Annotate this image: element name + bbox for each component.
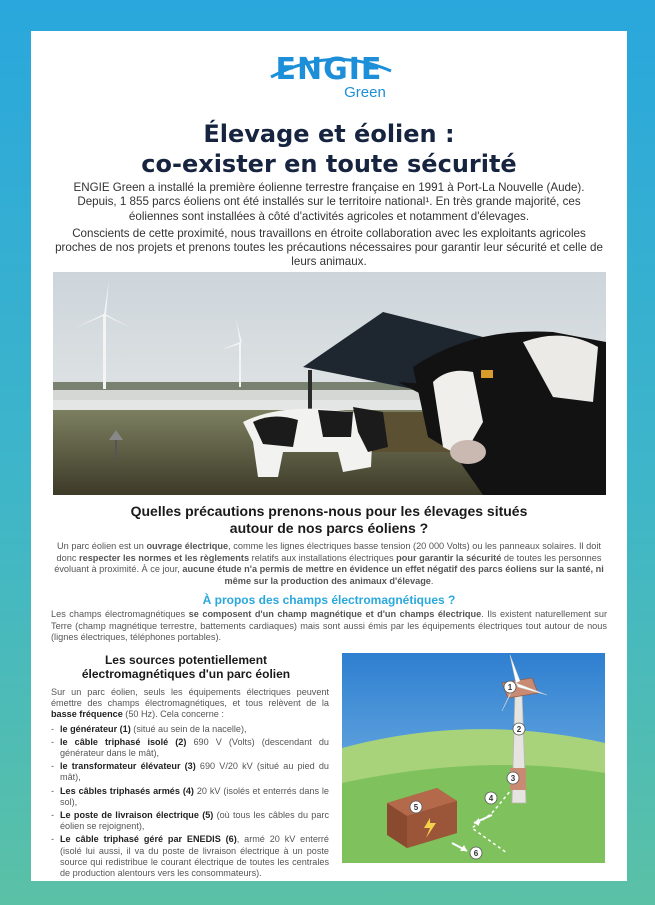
- intro-paragraph-2: Conscients de cette proximité, nous travaillons en étroite collaboration avec les exploitants agricoles proches de nos projets et prenons toutes les précautions nécessaires pour garantir leur sécurité et celle de leurs animaux.: [55, 226, 603, 269]
- intro-text: [53, 181, 605, 273]
- item-text: (où tous les câbles du parc éolien se rejoignent),: [60, 810, 329, 832]
- marker-label: 1: [507, 683, 513, 692]
- text-run: . Ils existent naturellement sur Terre (champ magnétique terrestre, battements cardiaques) mais sont aussi émis par les équipements électriques tout autour de nous (lignes électriques, téléphones portables).: [51, 609, 608, 643]
- text-run: Sur un parc éolien, seuls les équipements électriques peuvent émettre des champs électromagnétiques, et tous relèvent de la: [51, 687, 329, 709]
- list-item: [51, 834, 329, 879]
- logo-subtitle: Green: [344, 84, 386, 101]
- sources-intro: [51, 687, 329, 721]
- diagram-marker-5: [410, 801, 422, 813]
- item-bold: le câble triphasé isolé (2): [60, 736, 187, 747]
- list-item: [51, 761, 329, 783]
- intro-paragraph-1: ENGIE Green a installé la première éolienne terrestre française en 1991 à Port-La Nouvelle (Aude). Depuis, 1 855 parcs éoliens ont été installés sur le territoire national¹. En très grande majorité, ces éoliennes sont installées à côté d'activités agricoles et notamment d'élevages.: [73, 181, 585, 223]
- list-item: [51, 737, 329, 759]
- diagram-marker-2: [513, 723, 525, 735]
- list-item: [51, 724, 329, 735]
- page-title: [31, 119, 627, 179]
- item-text: 20 kV (isolés et enterrés dans le sol),: [60, 785, 329, 807]
- bold-run: respecter les normes et les règlements: [79, 552, 250, 563]
- text-run: Les champs électromagnétiques: [51, 609, 189, 619]
- diagram-marker-3: [507, 772, 519, 784]
- marker-label: 6: [473, 849, 479, 858]
- item-bold: le transformateur élévateur (3): [60, 761, 196, 772]
- bold-run: ouvrage électrique: [146, 541, 229, 551]
- section-heading-precautions: [51, 503, 607, 537]
- text-run: (50 Hz). Cela concerne :: [122, 709, 224, 720]
- cows-wind-turbines-photo: [53, 272, 606, 495]
- bold-run: se composent d'un champ magnétique et d'un champs électrique: [188, 609, 482, 619]
- title-line-2: co-exister en toute sécurité: [141, 150, 517, 178]
- text-run: Un parc éolien est un: [57, 541, 147, 551]
- logo-word: ENGIE: [275, 52, 383, 87]
- document-page: [31, 31, 627, 881]
- marker-label: 2: [516, 725, 522, 734]
- diagram-marker-1: [504, 681, 516, 693]
- section-heading-sources: [51, 653, 321, 681]
- item-bold: Les câbles triphasés armés (4): [60, 785, 194, 796]
- list-item: [51, 786, 329, 808]
- item-text: (situé au sein de la nacelle),: [130, 723, 247, 734]
- wind-park-diagram: [342, 653, 605, 863]
- photo-illustration: [53, 272, 606, 495]
- heading-line-1: Les sources potentiellement: [104, 653, 268, 667]
- marker-label: 4: [488, 794, 494, 803]
- heading-line-2: autour de nos parcs éoliens ?: [229, 520, 429, 536]
- text-run: , comme les lignes électriques basse tension (20 000 Volts) ou les panneaux solaires. Il doit donc: [56, 541, 601, 563]
- text-run: de toutes les personnes évoluant à proximité. À ce jour,: [54, 552, 602, 575]
- item-bold: le générateur (1): [60, 723, 131, 734]
- item-text: 690 V (Volts) (descendant du générateur dans le mât),: [60, 736, 329, 759]
- marker-label: 3: [510, 774, 516, 783]
- sources-column: [51, 687, 329, 881]
- diagram-marker-6: [470, 847, 482, 859]
- bold-run: basse fréquence: [51, 709, 123, 720]
- precautions-paragraph: [51, 541, 607, 587]
- item-text: 690 V/20 kV (situé au pied du mât),: [60, 761, 329, 783]
- text-run: .: [430, 575, 434, 586]
- title-line-1: Élevage et éolien :: [203, 120, 455, 148]
- heading-line-1: Quelles précautions prenons-nous pour les élevages situés: [130, 503, 528, 519]
- text-run: relatifs aux installations électriques: [249, 552, 397, 563]
- bold-run: aucune étude n'a permis de mettre en évidence un effet négatif des parcs éoliens sur la santé, ni même sur la production des animaux d'élevage: [182, 564, 604, 586]
- section-heading-emf: À propos des champs électromagnétiques ?: [202, 593, 456, 607]
- diagram-illustration: [342, 653, 605, 863]
- bold-run: pour garantir la sécurité: [396, 552, 502, 563]
- heading-line-2: électromagnétiques d'un parc éolien: [81, 667, 291, 681]
- engie-green-logo: [31, 52, 627, 101]
- emf-paragraph: [51, 609, 607, 644]
- list-item: [51, 810, 329, 832]
- diagram-marker-4: [485, 792, 497, 804]
- logo-arc-icon: [266, 51, 396, 79]
- item-text: , armé 20 kV enterré (isolé lui aussi, il va du poste de livraison électrique à un poste source qui redistribue le courant électrique de toutes les centrales de production alentours vers les consommateurs).: [60, 834, 329, 879]
- sources-list: [51, 724, 329, 880]
- marker-label: 5: [413, 803, 419, 812]
- item-bold: Le poste de livraison électrique (5): [60, 810, 214, 821]
- item-bold: Le câble triphasé géré par ENEDIS (6): [60, 834, 237, 845]
